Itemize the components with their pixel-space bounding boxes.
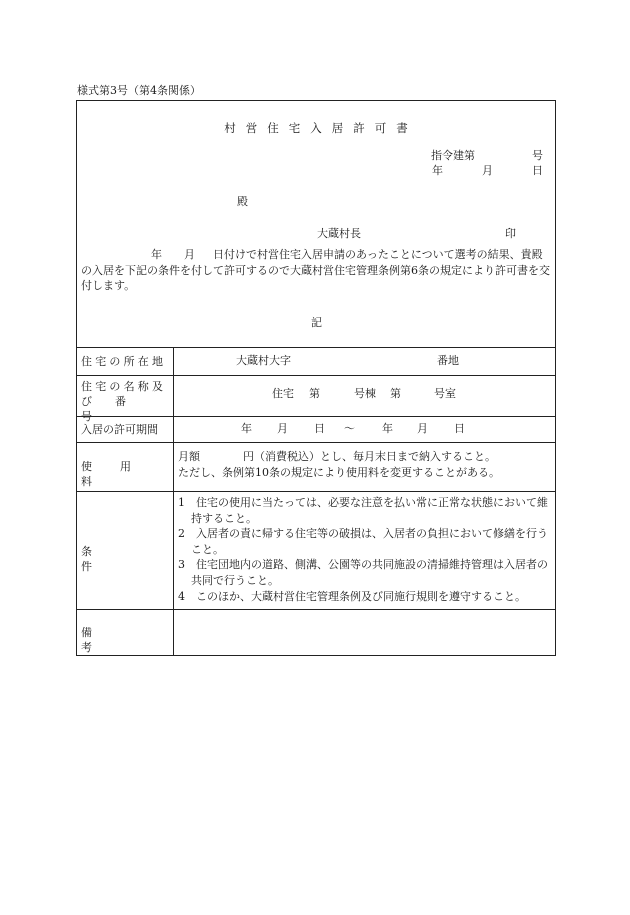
doc-number-prefix: 指令建第: [431, 149, 475, 162]
row-divider: [77, 609, 555, 610]
fee-line1-b: 円（消費税込）とし、毎月末日まで納入すること。: [243, 450, 496, 463]
doc-number-suffix: 号: [532, 149, 543, 162]
label-conditions: 条件: [81, 545, 160, 573]
period-to-year: 年: [382, 422, 393, 435]
row-divider: [77, 442, 555, 443]
body-lead-month: 月: [184, 248, 195, 261]
issuer-name: 大蔵村長: [317, 227, 361, 240]
period-from-year: 年: [241, 422, 252, 435]
name-house: 住宅: [272, 387, 294, 400]
location-lot: 番地: [437, 354, 459, 367]
addressee-suffix: 殿: [237, 195, 248, 208]
label-name-number-line2: び番号: [81, 395, 149, 423]
row-divider: [77, 347, 555, 348]
name-room: 号室: [434, 387, 456, 400]
conditions-list: [178, 495, 553, 604]
date-year: 年: [432, 164, 443, 177]
name-building: 号棟: [354, 387, 376, 400]
row-divider: [77, 375, 555, 376]
fee-line1-a: 月額: [178, 450, 200, 463]
label-name-number-line1: 住宅の名称及: [81, 380, 167, 393]
location-village: 大蔵村大字: [236, 354, 291, 367]
condition-item: 2 入居者の責に帰する住宅等の破損は、入居者の負担において修繕を行うこと。: [178, 527, 548, 556]
permit-document: [76, 100, 556, 656]
period-from-day: 日: [314, 422, 325, 435]
ki-heading: 記: [311, 316, 322, 329]
fee-line2: ただし、条例第10条の規定により使用料を変更することがある。: [178, 466, 500, 479]
document-title: 村営住宅入居許可書: [224, 121, 418, 135]
body-text: 日付けで村営住宅入居申請のあったことについて選考の結果、貴殿の入居を下記の条件を付して許可するので大蔵村営住宅管理条例第6条の規定により許可書を交付します。: [81, 248, 550, 292]
label-remarks: 備考: [81, 626, 160, 654]
period-tilde: ～: [344, 422, 355, 435]
date-month: 月: [482, 164, 493, 177]
column-divider: [173, 347, 174, 655]
condition-item: 3 住宅団地内の道路、側溝、公園等の共同施設の清掃維持管理は入居者の共同で行うこと。: [178, 558, 548, 587]
name-no-prefix: 第: [309, 387, 320, 400]
period-to-month: 月: [417, 422, 428, 435]
name-room-prefix: 第: [390, 387, 401, 400]
label-location: 住宅の所在地: [81, 355, 167, 368]
label-period: 入居の許可期間: [81, 423, 158, 436]
permit-body-text: [81, 247, 553, 294]
body-lead-year: 年: [151, 248, 162, 261]
label-fee: 使用料: [81, 460, 159, 488]
period-to-day: 日: [454, 422, 465, 435]
row-divider: [77, 491, 555, 492]
date-day: 日: [532, 164, 543, 177]
condition-item: 4 このほか、大蔵村営住宅管理条例及び同施行規則を遵守すること。: [178, 589, 526, 603]
period-from-month: 月: [277, 422, 288, 435]
form-number-label: 様式第3号（第4条関係）: [77, 84, 201, 97]
condition-item: 1 住宅の使用に当たっては、必要な注意を払い常に正常な状態において維持すること。: [178, 496, 548, 525]
issuer-seal: 印: [505, 227, 516, 240]
